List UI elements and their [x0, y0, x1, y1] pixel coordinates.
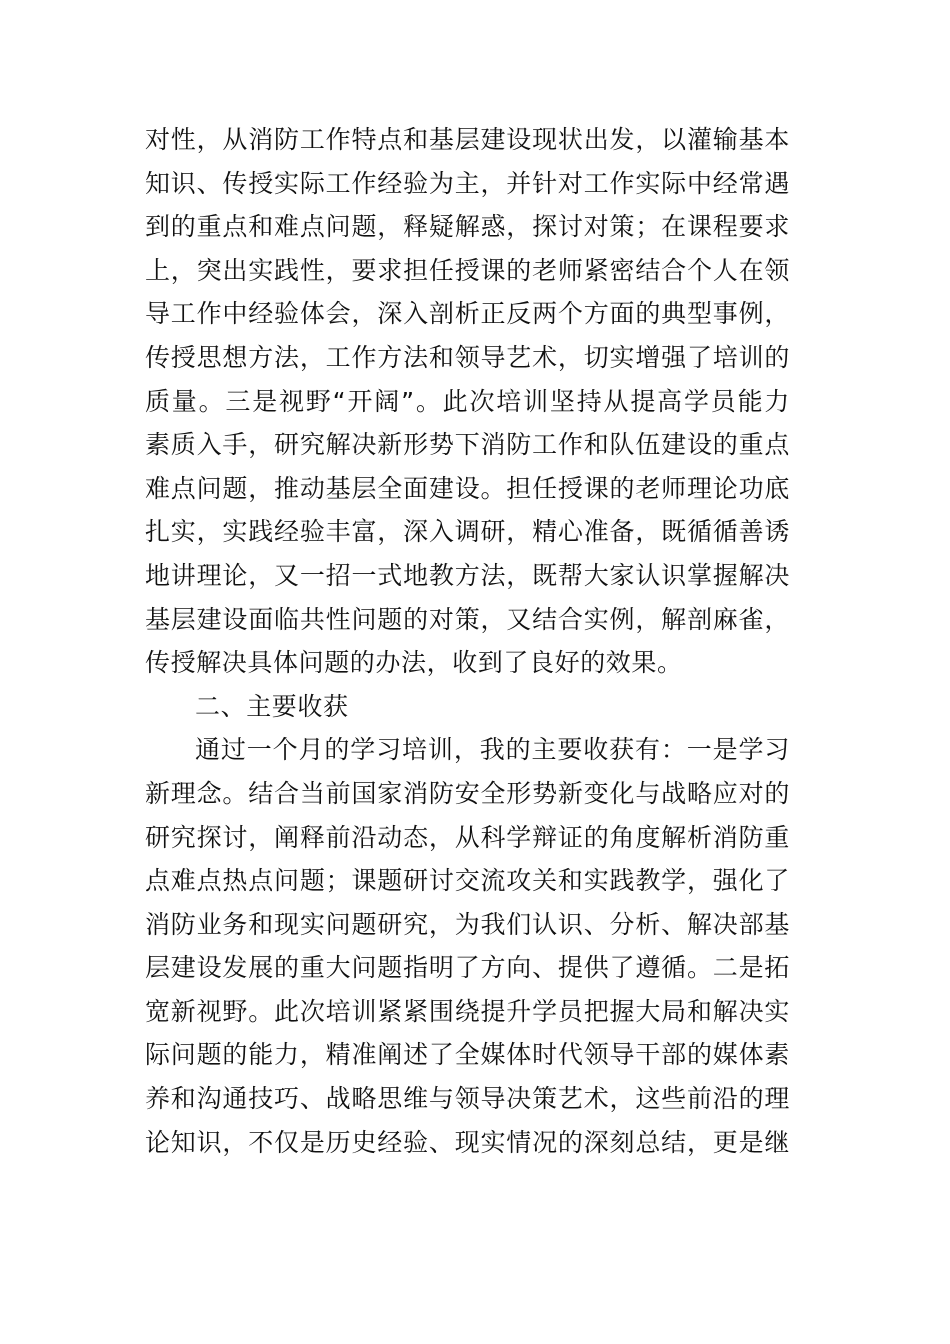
text-line: 质量。三是视野“开阔”。此次培训坚持从提高学员能力: [145, 386, 790, 416]
text-line: 研究探讨，阐释前沿动态，从科学辩证的角度解析消防重: [145, 822, 790, 852]
document-body: [145, 118, 790, 1164]
text-line: 新理念。结合当前国家消防安全形势新变化与战略应对的: [145, 778, 790, 808]
paragraph-intro-continued: [145, 118, 790, 685]
text-line: 点难点热点问题；课题研讨交流攻关和实践教学，强化了: [145, 866, 790, 896]
text-line: 素质入手，研究解决新形势下消防工作和队伍建设的重点: [145, 430, 790, 460]
section-heading: 二、主要收获: [195, 691, 349, 721]
text-line: 宽新视野。此次培训紧紧围绕提升学员把握大局和解决实: [145, 996, 790, 1026]
text-line: 上，突出实践性，要求担任授课的老师紧密结合个人在领: [145, 255, 790, 285]
text-line: 对性，从消防工作特点和基层建设现状出发，以灌输基本: [145, 125, 790, 154]
text-line: 养和沟通技巧、战略思维与领导决策艺术，这些前沿的理: [145, 1084, 790, 1114]
text-line: 扎实，实践经验丰富，深入调研，精心准备，既循循善诱: [145, 517, 790, 547]
text-line: 地讲理论，又一招一式地教方法，既帮大家认识掌握解决: [145, 560, 790, 590]
text-line: 传授思想方法，工作方法和领导艺术，切实增强了培训的: [145, 342, 790, 372]
text-line: 消防业务和现实问题研究，为我们认识、分析、解决部基: [145, 909, 790, 939]
text-line: 传授解决具体问题的办法，收到了良好的效果。: [145, 648, 683, 678]
text-line: 导工作中经验体会，深入剖析正反两个方面的典型事例，: [145, 299, 790, 329]
text-line: 知识、传授实际工作经验为主，并针对工作实际中经常遇: [145, 168, 790, 198]
text-line: 通过一个月的学习培训，我的主要收获有：一是学习: [195, 735, 790, 765]
text-line: 基层建设面临共性问题的对策，又结合实例，解剖麻雀，: [145, 604, 790, 634]
text-line: 论知识，不仅是历史经验、现实情况的深刻总结，更是继: [145, 1127, 790, 1157]
paragraph-main-gains: [145, 728, 790, 1164]
text-line: 层建设发展的重大问题指明了方向、提供了遵循。二是拓: [145, 953, 790, 983]
text-line: 际问题的能力，精准阐述了全媒体时代领导干部的媒体素: [145, 1040, 790, 1070]
text-line: 到的重点和难点问题，释疑解惑，探讨对策；在课程要求: [145, 212, 790, 242]
text-line: 难点问题，推动基层全面建设。担任授课的老师理论功底: [145, 473, 790, 503]
